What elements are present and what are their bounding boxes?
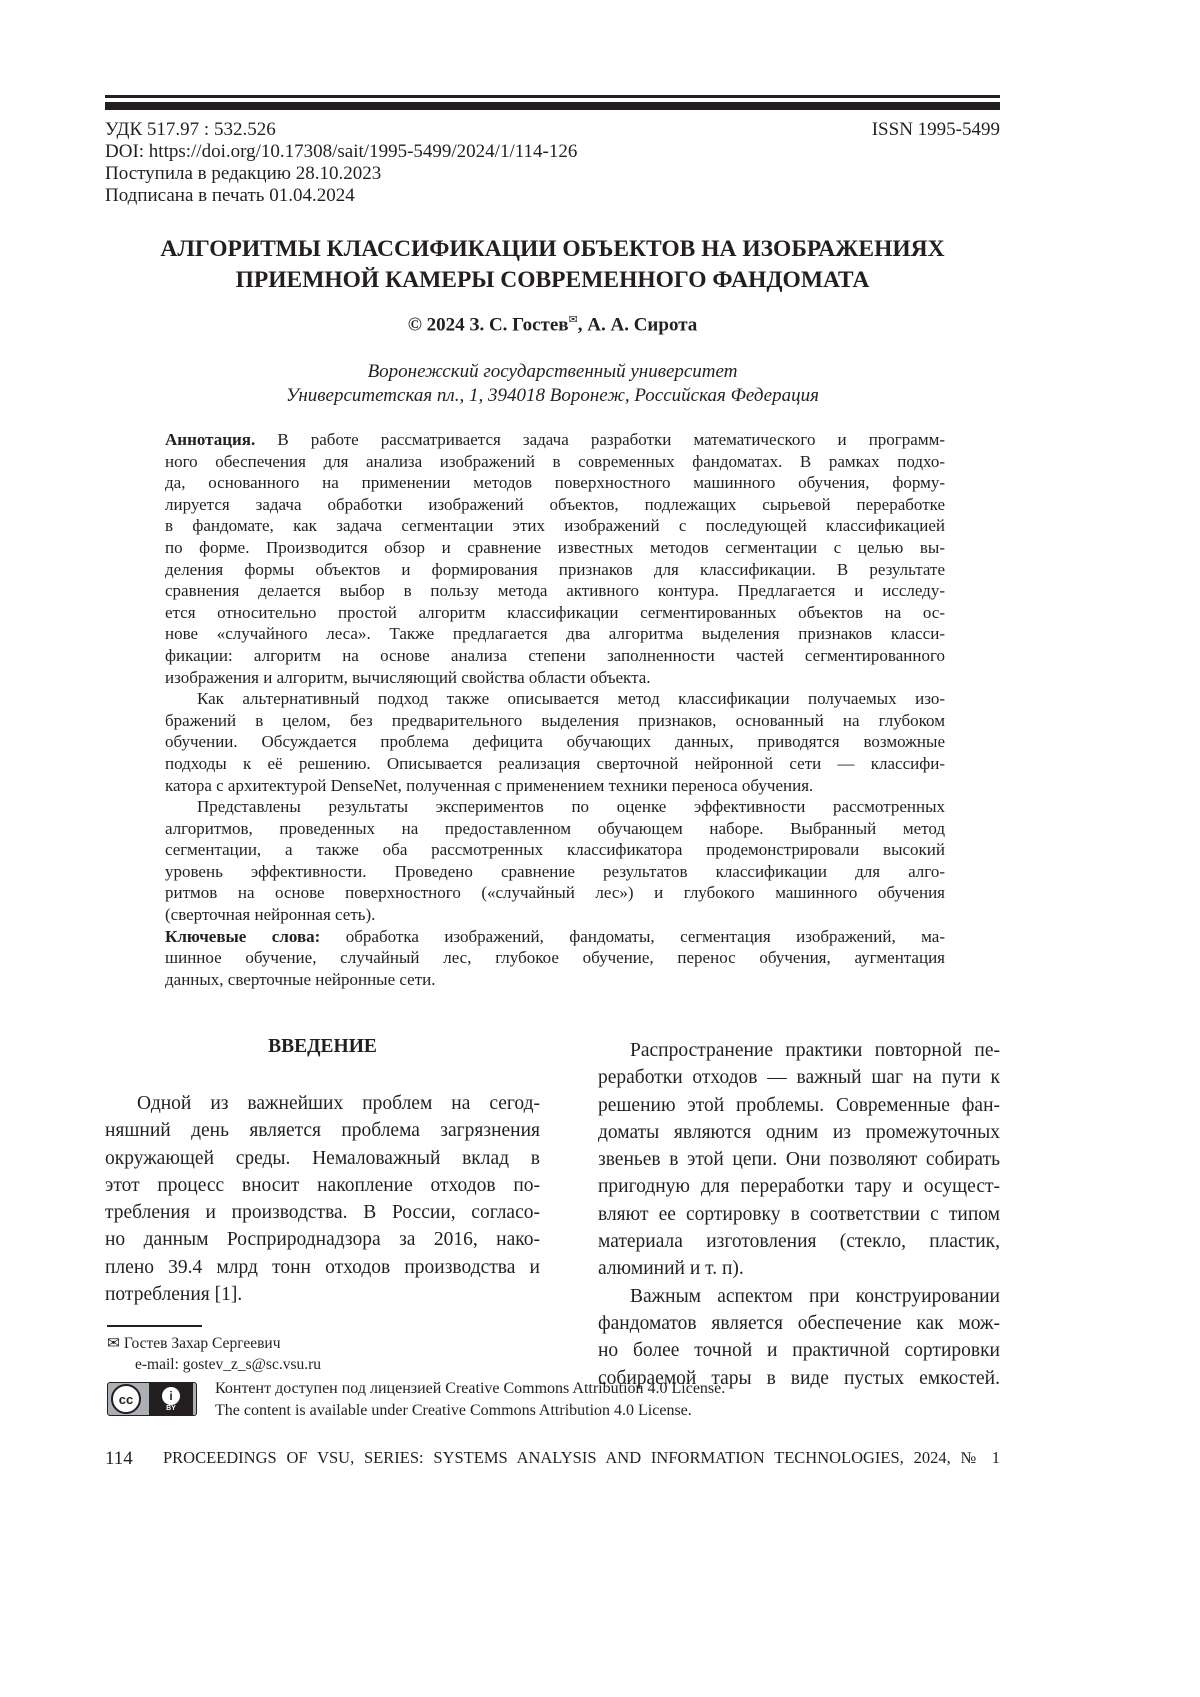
text-line	[165, 472, 945, 494]
text-line	[105, 1117, 540, 1144]
text-line	[165, 515, 945, 537]
text-line	[598, 1201, 1000, 1228]
author-first: © 2024 З. С. Гостев	[408, 314, 569, 335]
line-text: алгоритмов, проведенных на предоставленном обучающем наборе. Выбранный метод	[165, 819, 945, 838]
line-text: потребления [1].	[105, 1284, 242, 1305]
text-line	[165, 731, 945, 753]
journal-name: PROCEEDINGS OF VSU, SERIES: SYSTEMS ANALYSIS AND INFORMATION TECHNOLOGIES, 2024, № 1	[163, 1448, 1000, 1470]
attribution-icon: i	[162, 1387, 180, 1405]
cc-icon: cc	[111, 1384, 141, 1414]
title-line: ПРИЕМНОЙ КАМЕРЫ СОВРЕМЕННОГО ФАНДОМАТА	[105, 265, 1000, 296]
envelope-icon: ✉	[569, 314, 578, 326]
affiliation-university: Воронежский государственный университет	[105, 360, 1000, 384]
line-text: Представлены результаты экспериментов по оценке эффективности рассмотренных	[197, 797, 945, 816]
text-line	[165, 839, 945, 861]
line-text: требления и производства. В России, согласо-	[105, 1202, 540, 1223]
line-text: сегментации, а также оба рассмотренных классификатора продемонстрировали высокий	[165, 840, 945, 859]
line-text: реработки отходов — важный шаг на пути к	[598, 1067, 1000, 1088]
text-line	[165, 623, 945, 645]
line-text: ного обеспечения для анализа изображений в современных фандоматах. В рамках подхо-	[165, 452, 945, 471]
text-line	[165, 494, 945, 516]
text-line	[165, 602, 945, 624]
line-text: фандоматов является обеспечение как мож-	[598, 1313, 1000, 1334]
article-title	[105, 234, 1000, 296]
line-text: решению этой проблемы. Современные фан-	[598, 1095, 1000, 1116]
line-text: Важным аспектом при конструировании	[630, 1286, 1000, 1307]
line-text: няшний день является проблема загрязнения	[105, 1120, 540, 1141]
line-text: подходы к её решению. Описывается реализация сверточной нейронной сети — классифи-	[165, 754, 945, 773]
line-text: изображения и алгоритм, вычисляющий свойства области объекта.	[165, 668, 651, 687]
text-line	[165, 882, 945, 904]
license-ru: Контент доступен под лицензией Creative Commons Attribution 4.0 License.	[215, 1378, 725, 1400]
body-column-right	[598, 1037, 1000, 1392]
line-text: окружающей среды. Немаловажный вклад в	[105, 1148, 540, 1169]
text-line	[598, 1337, 1000, 1364]
line-text: но более точной и практичной сортировки	[598, 1340, 1000, 1361]
text-line	[105, 1172, 540, 1199]
text-line	[598, 1310, 1000, 1337]
affiliation-address: Университетская пл., 1, 394018 Воронеж, Российская Федерация	[105, 384, 1000, 408]
line-text: шинное обучение, случайный лес, глубокое обучение, перенос обучения, аугментация	[165, 948, 945, 967]
text-line	[598, 1228, 1000, 1255]
line-text: Одной из важнейших проблем на сегод-	[137, 1093, 540, 1114]
text-line	[165, 796, 945, 818]
cc-by-license-badge[interactable]	[107, 1382, 197, 1416]
doi[interactable]: DOI: https://doi.org/10.17308/sait/1995-5499/2024/1/114-126	[105, 141, 577, 163]
line-text: плено 39.4 млрд тонн отходов производства и	[105, 1257, 540, 1278]
line-text: бражений в целом, без предварительного выделения признаков, основанный на глубоком	[165, 711, 945, 730]
signed-date: Подписана в печать 01.04.2024	[105, 185, 577, 207]
line-text: катора с архитектурой DenseNet, полученная с применением техники переноса обучения.	[165, 776, 813, 795]
text-line	[105, 1090, 540, 1117]
line-text: этот процесс вносит накопление отходов по-	[105, 1175, 540, 1196]
issn: ISSN 1995-5499	[872, 119, 1000, 141]
line-text: Как альтернативный подход также описывается метод классификации получаемых изо-	[197, 689, 945, 708]
line-text: вляют ее сортировку в соответствии с типом	[598, 1204, 1000, 1225]
envelope-icon: ✉	[107, 1335, 120, 1352]
text-line	[165, 580, 945, 602]
line-text: фикации: алгоритм на основе анализа степени заполненности частей сегментированного	[165, 646, 945, 665]
line-text: по форме. Производится обзор и сравнение известных методов сегментации с целью вы-	[165, 538, 945, 557]
text-line	[598, 1037, 1000, 1064]
udk: УДК 517.97 : 532.526	[105, 119, 577, 141]
text-line	[105, 1145, 540, 1172]
text-line	[165, 559, 945, 581]
line-text: обучении. Обсуждается проблема дефицита обучающих данных, приводятся возможные	[165, 732, 945, 751]
text-line	[165, 753, 945, 775]
author-email[interactable]: e-mail: gostev_z_s@sc.vsu.ru	[107, 1354, 321, 1375]
text-line	[165, 688, 945, 710]
line-text: обработка изображений, фандоматы, сегментация изображений, ма-	[346, 927, 945, 946]
line-text: (сверточная нейронная сеть).	[165, 905, 375, 924]
line-text: в фандомате, как задача сегментации этих изображений с последующей классификацией	[165, 516, 945, 535]
text-line	[105, 1226, 540, 1253]
text-line	[598, 1173, 1000, 1200]
line-text: данных, сверточные нейронные сети.	[165, 970, 435, 989]
text-line	[598, 1146, 1000, 1173]
line-text: нове «случайного леса». Также предлагается два алгоритма выделения признаков класси-	[165, 624, 945, 643]
text-line	[165, 451, 945, 473]
footnote-rule	[107, 1325, 202, 1327]
label: Аннотация.	[165, 430, 255, 449]
line-text: доматы являются одним из промежуточных	[598, 1122, 1000, 1143]
line-text: ритмов на основе поверхностного («случайный лес») и глубокого машинного обучения	[165, 883, 945, 902]
author-rest: , А. А. Сирота	[578, 314, 698, 335]
line-text: пригодную для переработки тару и осущест-	[598, 1176, 1000, 1197]
text-line	[598, 1119, 1000, 1146]
text-line	[165, 710, 945, 732]
abstract	[165, 429, 945, 990]
text-line	[165, 645, 945, 667]
line-text: деления формы объектов и формирования признаков для классификации. В результате	[165, 560, 945, 579]
text-line	[105, 1199, 540, 1226]
line-text: звеньев в этой цепи. Они позволяют собирать	[598, 1149, 1000, 1170]
section-heading-introduction: ВВЕДЕНИЕ	[105, 1036, 540, 1058]
affiliation	[105, 360, 1000, 408]
line-text: ется относительно простой алгоритм классификации сегментированных объектов на ос-	[165, 603, 945, 622]
line-text: В работе рассматривается задача разработки математического и программ-	[277, 430, 945, 449]
text-line	[165, 861, 945, 883]
text-line	[165, 904, 945, 926]
text-line	[165, 775, 945, 797]
header-rule-thick	[105, 102, 1000, 110]
text-line	[165, 818, 945, 840]
text-line	[165, 969, 945, 991]
page-footer	[105, 1448, 1000, 1470]
text-line	[165, 537, 945, 559]
page-number: 114	[105, 1448, 163, 1470]
text-line	[165, 947, 945, 969]
received-date: Поступила в редакцию 28.10.2023	[105, 163, 577, 185]
text-line	[105, 1254, 540, 1281]
license-en: The content is available under Creative Commons Attribution 4.0 License.	[215, 1400, 725, 1422]
text-line	[598, 1283, 1000, 1310]
text-line	[165, 429, 945, 451]
footnote	[107, 1333, 321, 1375]
line-text: Распространение практики повторной пе-	[630, 1040, 1000, 1061]
label: Ключевые слова:	[165, 927, 320, 946]
corresponding-author: Гостев Захар Сергеевич	[124, 1335, 281, 1352]
line-text: сравнения делается выбор в пользу метода активного контура. Предлагается и исследу-	[165, 581, 945, 600]
text-line	[105, 1281, 540, 1308]
body-column-left	[105, 1090, 540, 1308]
line-text: да, основанного на применении методов поверхностного машинного обучения, форму-	[165, 473, 945, 492]
text-line	[598, 1255, 1000, 1282]
line-text: уровень эффективности. Проведено сравнение результатов классификации для алго-	[165, 862, 945, 881]
title-line: АЛГОРИТМЫ КЛАССИФИКАЦИИ ОБЪЕКТОВ НА ИЗОБРАЖЕНИЯХ	[105, 234, 1000, 265]
text-line	[598, 1064, 1000, 1091]
text-line	[165, 926, 945, 948]
line-text: материала изготовления (стекло, пластик,	[598, 1231, 1000, 1252]
line-text: собираемой тары в виде пустых емкостей.	[598, 1368, 1000, 1389]
authors	[105, 313, 1000, 336]
text-line	[165, 667, 945, 689]
line-text: алюминий и т. п).	[598, 1258, 744, 1279]
license-text	[215, 1378, 725, 1422]
line-text: но данным Росприроднадзора за 2016, нако-	[105, 1229, 540, 1250]
line-text: лируется задача обработки изображений объектов, подлежащих сырьевой переработке	[165, 495, 945, 514]
header-rule-thin	[105, 95, 1000, 98]
by-label: BY	[166, 1405, 176, 1412]
article-metadata	[105, 119, 577, 207]
text-line	[598, 1092, 1000, 1119]
